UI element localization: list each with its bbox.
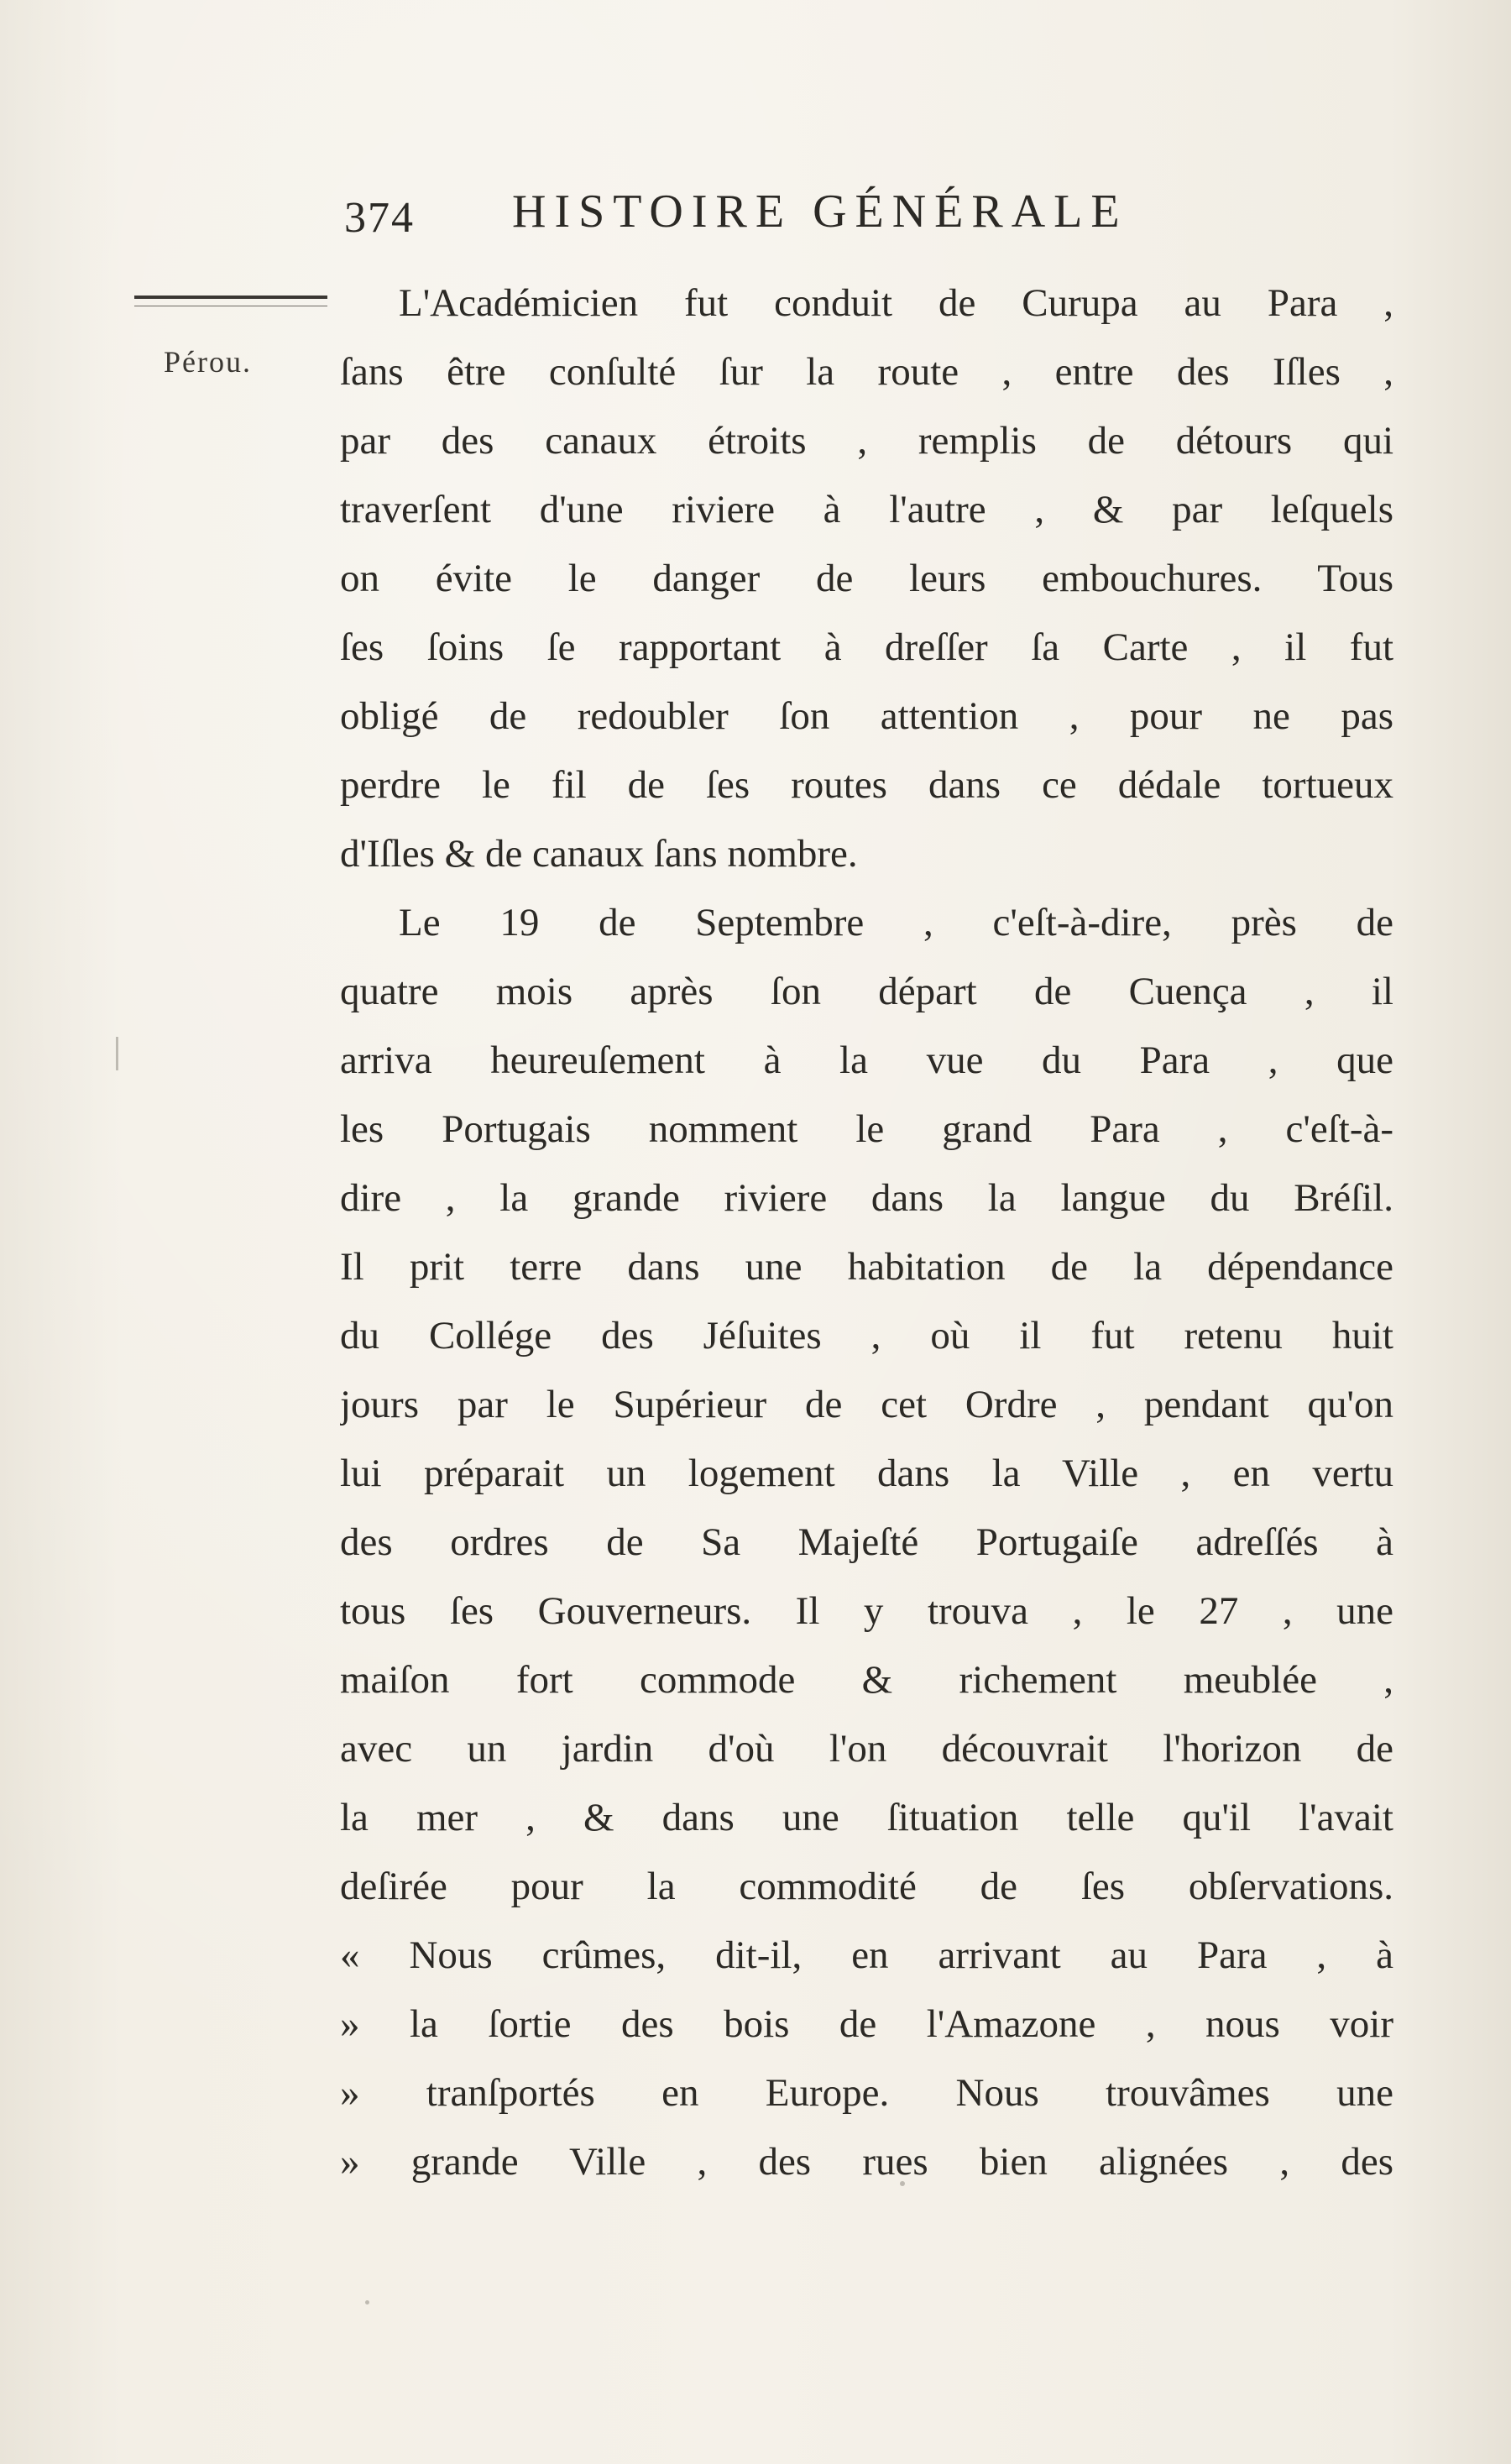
text-line: Le 19 de Septembre , c'eſt-à-dire, près de — [399, 901, 1393, 944]
text-line: ſans être conſulté ſur la route , entre des Iſles , — [340, 350, 1393, 394]
margin-note: Pérou. — [164, 345, 252, 379]
text-line: Il prit terre dans une habitation de la dépendance — [340, 1245, 1393, 1289]
text-line: par des canaux étroits , remplis de détours qui — [340, 419, 1393, 463]
text-line: obligé de redoubler ſon attention , pour ne pas — [340, 694, 1393, 738]
text-line: la mer , & dans une ſituation telle qu'il l'avait — [340, 1796, 1393, 1839]
margin-rule — [134, 296, 327, 299]
page-number: 374 — [344, 194, 415, 242]
text-line: les Portugais nomment le grand Para , c'eſt-à- — [340, 1107, 1393, 1151]
text-line: d'Iſles & de canaux ſans nombre. — [340, 832, 858, 876]
text-line: » grande Ville , des rues bien alignées , des — [340, 2140, 1393, 2184]
text-line: lui préparait un logement dans la Ville , en vertu — [340, 1452, 1393, 1495]
body-text — [340, 269, 1393, 2196]
text-line: on évite le danger de leurs embouchures. Tous — [340, 557, 1393, 600]
text-line: du Collége des Jéſuites , où il fut retenu huit — [340, 1314, 1393, 1358]
text-line: « Nous crûmes, dit-il, en arrivant au Para , à — [340, 1933, 1393, 1977]
text-line: L'Académicien fut conduit de Curupa au Para , — [399, 281, 1393, 325]
text-line: maiſon fort commode & richement meublée , — [340, 1658, 1393, 1702]
text-line: perdre le fil de ſes routes dans ce dédale tortueux — [340, 763, 1393, 807]
text-line: deſirée pour la commodité de ſes obſervations. — [340, 1865, 1393, 1908]
text-line: avec un jardin d'où l'on découvrait l'horizon de — [340, 1727, 1393, 1771]
text-line: quatre mois après ſon départ de Cuença , il — [340, 970, 1393, 1013]
text-line: jours par le Supérieur de cet Ordre , pendant qu'on — [340, 1383, 1393, 1426]
paper-speck — [116, 1037, 118, 1070]
page-header — [344, 185, 1259, 243]
paper-speck — [365, 2300, 369, 2304]
text-line: arriva heureuſement à la vue du Para , que — [340, 1038, 1393, 1082]
text-line: ſes ſoins ſe rapportant à dreſſer ſa Carte , il fut — [340, 625, 1393, 669]
text-line: » tranſportés en Europe. Nous trouvâmes une — [340, 2071, 1393, 2115]
text-line: des ordres de Sa Majeſté Portugaiſe adreſſés à — [340, 1520, 1393, 1564]
text-line: dire , la grande riviere dans la langue du Bréſil. — [340, 1176, 1393, 1220]
running-title: HISTOIRE GÉNÉRALE — [512, 186, 1128, 238]
text-line: » la ſortie des bois de l'Amazone , nous voir — [340, 2002, 1393, 2046]
paper-speck — [900, 2181, 905, 2186]
text-line: traverſent d'une riviere à l'autre , & par leſquels — [340, 488, 1393, 531]
text-line: tous ſes Gouverneurs. Il y trouva , le 27 , une — [340, 1589, 1393, 1633]
